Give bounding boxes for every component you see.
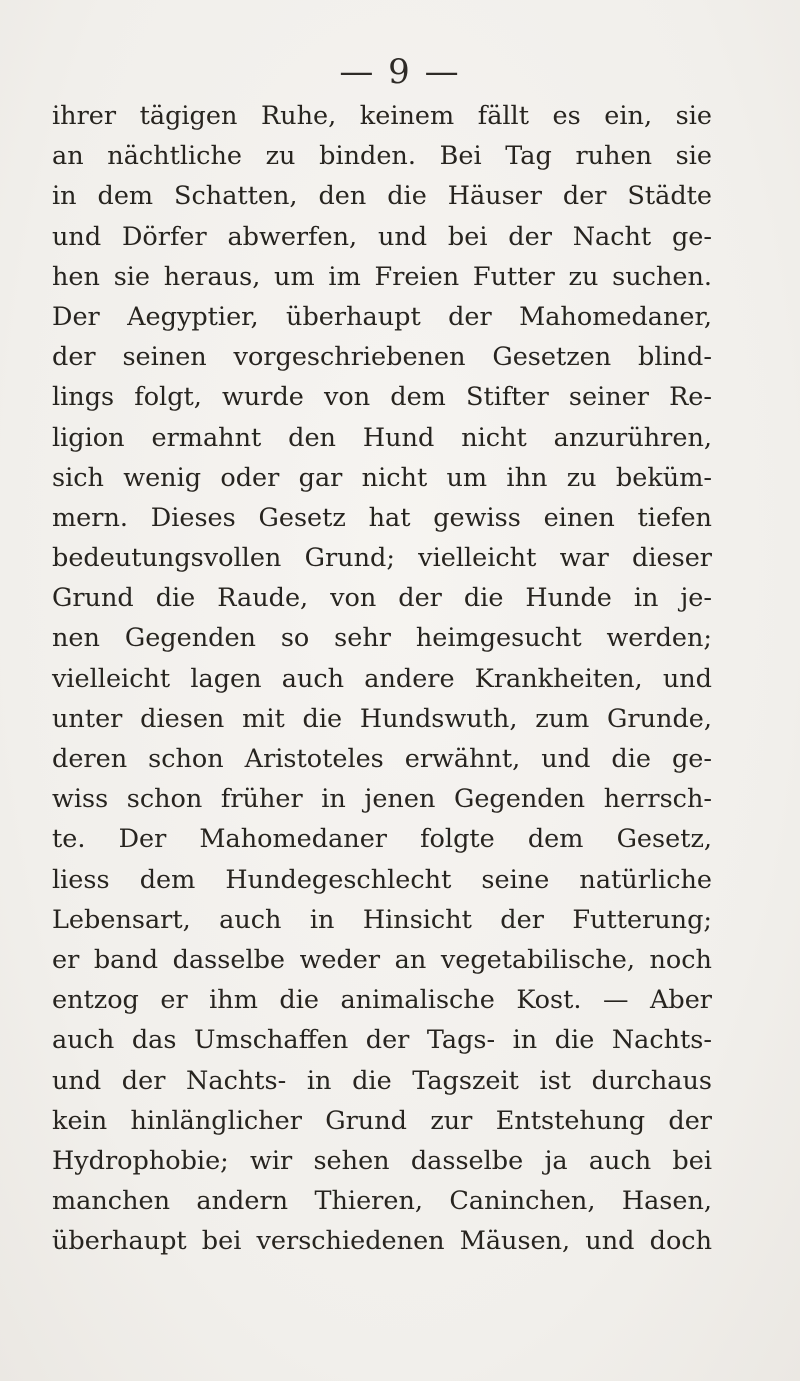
- text-line: und der Nachts- in die Tagszeit ist durchaus: [52, 1065, 712, 1096]
- text-line: Grund die Raude, von der die Hunde in je-: [52, 583, 712, 614]
- text-line: entzog er ihm die animalische Kost. — Aber: [52, 985, 712, 1016]
- text-line: lings folgt, wurde von dem Stifter seiner Re-: [52, 382, 712, 413]
- text-line: Der Aegyptier, überhaupt der Mahomedaner,: [52, 301, 712, 332]
- text-line: Hydrophobie; wir sehen dasselbe ja auch bei: [52, 1145, 712, 1176]
- text-line: er band dasselbe weder an vegetabilische, noch: [52, 944, 712, 975]
- text-line: sich wenig oder gar nicht um ihn zu beküm-: [52, 462, 712, 493]
- text-line: der seinen vorgeschriebenen Gesetzen blind-: [52, 342, 712, 373]
- text-line: deren schon Aristoteles erwähnt, und die ge-: [52, 744, 712, 774]
- text-line: kein hinlänglicher Grund zur Entstehung der: [52, 1105, 712, 1136]
- text-line: bedeutungsvollen Grund; vielleicht war dieser: [52, 543, 712, 574]
- text-line: auch das Umschaffen der Tags- in die Nachts-: [52, 1025, 712, 1056]
- text-line: wiss schon früher in jenen Gegenden herrsch-: [52, 784, 712, 815]
- text-line: nen Gegenden so sehr heimgesucht werden;: [52, 623, 712, 654]
- text-line: überhaupt bei verschiedenen Mäusen, und doch: [52, 1226, 712, 1257]
- text-line: liess dem Hundegeschlecht seine natürliche: [52, 864, 712, 895]
- text-line: vielleicht lagen auch andere Krankheiten, und: [52, 663, 712, 694]
- text-line: in dem Schatten, den die Häuser der Städte: [52, 181, 712, 212]
- body-text: [52, 96, 712, 1261]
- text-line: und Dörfer abwerfen, und bei der Nacht ge-: [52, 221, 712, 252]
- text-line: Lebensart, auch in Hinsicht der Futterung;: [52, 904, 712, 935]
- page-number: — 9 —: [339, 52, 461, 92]
- text-line: ligion ermahnt den Hund nicht anzurühren,: [52, 422, 712, 453]
- text-line: manchen andern Thieren, Caninchen, Hasen,: [52, 1186, 712, 1217]
- text-line: mern. Dieses Gesetz hat gewiss einen tiefen: [52, 502, 712, 533]
- text-line: hen sie heraus, um im Freien Futter zu suchen.: [52, 261, 712, 292]
- text-line: unter diesen mit die Hundswuth, zum Grunde,: [52, 703, 712, 734]
- text-line: ihrer tägigen Ruhe, keinem fällt es ein, sie: [52, 101, 712, 131]
- text-line: te. Der Mahomedaner folgte dem Gesetz,: [52, 824, 712, 855]
- text-line: an nächtliche zu binden. Bei Tag ruhen sie: [52, 141, 712, 172]
